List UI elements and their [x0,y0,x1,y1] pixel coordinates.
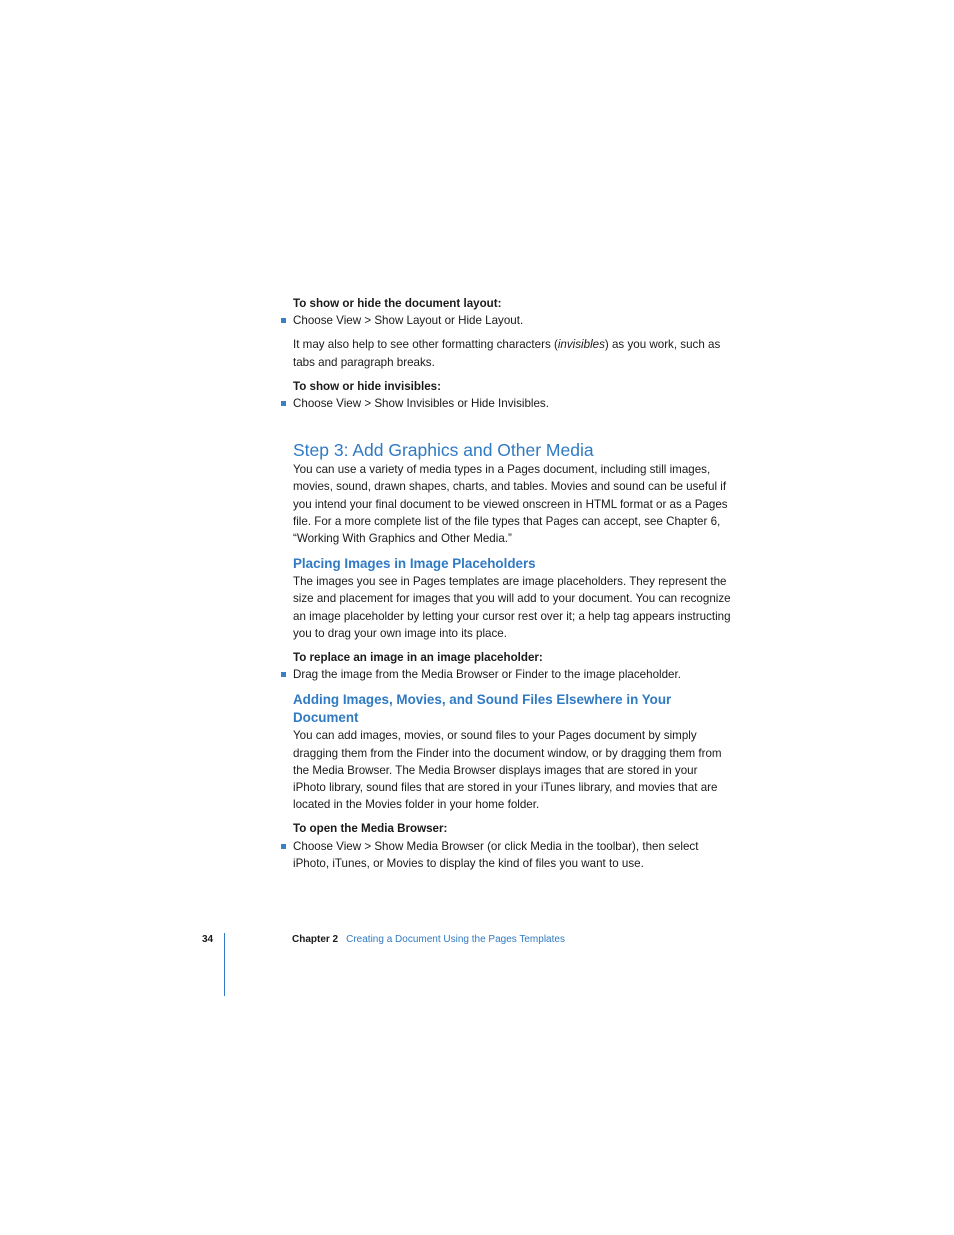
placing-instruction-lead: To replace an image in an image placeholder: [293,651,543,665]
media-browser-step-text: Choose View > Show Media Browser (or click Media in the toolbar), then select iPhoto, iTunes, or Movies to display the kind of files you want to use. [293,839,699,870]
invisibles-instruction-lead: To show or hide invisibles: [293,379,441,393]
media-browser-instruction-lead: To open the Media Browser: [293,822,448,836]
page-number: 34 [202,934,214,945]
placing-step-item [293,666,733,683]
invisibles-note-before: It may also help to see other formatting characters ( [293,338,558,352]
layout-step-item [293,312,733,329]
footer-divider [224,933,225,996]
bullet-square-icon [281,672,286,677]
adding-body: You can add images, movies, or sound files to your Pages document by simply dragging them from the Finder into the document window, or by dragging them from the Media Browser. The Media Browser displays images that are stored in your iPhoto library, sound files that are stored in your iTunes library, and movies that are located in the Movies folder in your home folder. [293,729,722,812]
placing-steps [293,666,733,683]
placing-body: The images you see in Pages templates are image placeholders. They represent the size and placement for images that you will add to your document. You can recognize an image placeholder by letting your cursor rest over it; a help tag appears instructing you to drag your own image into its place. [293,575,731,640]
layout-instruction-lead: To show or hide the document layout: [293,297,502,310]
layout-step-text: Choose View > Show Layout or Hide Layout. [293,314,524,328]
chapter-label: Chapter 2 [292,934,339,945]
placing-step-text: Drag the image from the Media Browser or Finder to the image placeholder. [293,668,681,682]
layout-steps [293,312,733,329]
step3-body: You can use a variety of media types in a Pages document, including still images, movies, sound, drawn shapes, charts, and tables. Movies and sound can be useful if you intend your final document to be viewed onscreen in HTML format or as a Pages file. For a more complete list of the file types that Pages can accept, see Chapter 6, “Working With Graphics and Other Media.” [293,463,728,546]
placing-heading: Placing Images in Image Placeholders [293,556,536,572]
bullet-square-icon [281,844,286,849]
invisibles-steps [293,395,733,412]
media-browser-step-item [293,838,733,872]
invisibles-note [293,336,733,370]
bullet-square-icon [281,318,286,323]
invisibles-step-item [293,395,733,412]
invisibles-note-after: ) as you work, such as tabs and paragraph breaks. [293,338,721,369]
adding-heading: Adding Images, Movies, and Sound Files Elsewhere in Your Document [293,692,672,726]
page-content [293,295,733,872]
footer-chapter [292,934,565,945]
media-browser-steps [293,838,733,872]
invisibles-step-text: Choose View > Show Invisibles or Hide Invisibles. [293,397,549,411]
chapter-title: Creating a Document Using the Pages Templates [346,934,565,945]
step3-heading: Step 3: Add Graphics and Other Media [293,440,594,461]
bullet-square-icon [281,401,286,406]
invisibles-term: invisibles [557,338,605,352]
